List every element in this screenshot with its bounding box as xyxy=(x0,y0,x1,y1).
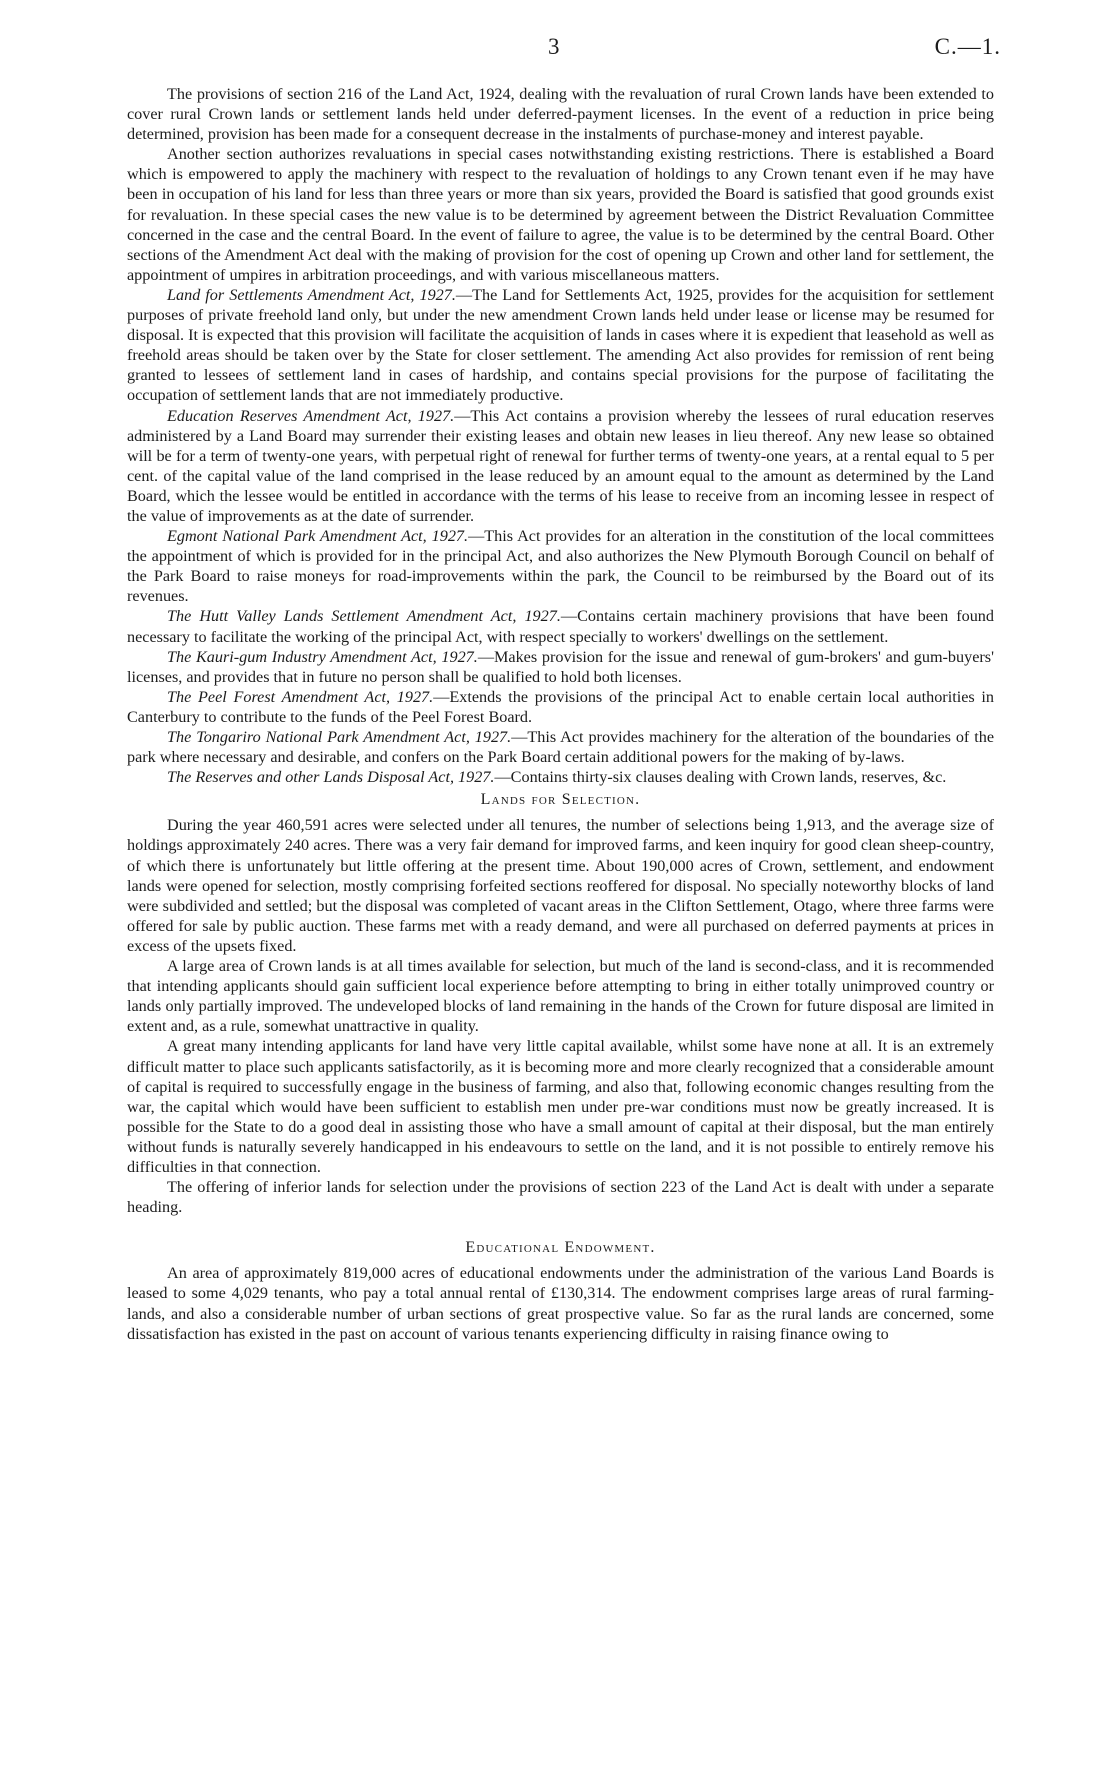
paragraph-text: A great many intending applicants for land have very little capital available, whilst some have none at all. It is an extremely difficult matter to place such applicants satisfactorily, as it is becoming more and more clearly recognized that a considerable amount of capital is required to successfully engage in the business of farming, and also that, following economic changes resulting from the war, the capital which would have been sufficient to establish men under pre-war conditions must now be greatly increased. It is possible for the State to do a good deal in assisting those who have a small amount of capital at their disposal, but the man entirely without funds is naturally severely handicapped in his endeavours to settle on the land, and it is not possible to entirely remove his difficulties in that connection. xyxy=(127,1037,994,1176)
paragraph-text: —This Act provides machinery for the alteration of the boundaries of the park where necessary and desirable, and confers on the Park Board certain additional powers for the making of by-laws. xyxy=(127,728,994,767)
paragraph-text: An area of approximately 819,000 acres of educational endowments under the administration of the various Land Boards is leased to some 4,029 tenants, who pay a total annual rental of £130,314. The endowment comprises large areas of rural farming-lands, and also a considerable number of urban sections of great prospective value. So far as the rural lands are concerned, some dissatisfaction has existed in the past on account of various tenants experiencing difficulty in raising finance owing to xyxy=(127,1264,994,1343)
paragraph-text: The offering of inferior lands for selection under the provisions of section 223 of the Land Act is dealt with under a separate heading. xyxy=(127,1178,994,1217)
paragraph-selection-summary xyxy=(127,815,994,956)
paragraph-inferior-lands xyxy=(127,1177,994,1217)
section-spacer xyxy=(127,1217,994,1235)
paragraph-special-revaluations xyxy=(127,144,994,285)
paragraph-text: The provisions of section 216 of the Land Act, 1924, dealing with the revaluation of rural Crown lands have been extended to cover rural Crown lands or settlement lands held under deferred-payment licenses. In the event of a reduction in price being determined, provision has been made for a consequent decrease in the instalments of purchase-money and interest payable. xyxy=(127,85,994,144)
act-title: The Reserves and other Lands Disposal Act, 1927. xyxy=(167,768,495,787)
paragraph-text: A large area of Crown lands is at all times available for selection, but much of the land is second-class, and it is recommended that intending applicants should gain sufficient local experience before attempting to bring in either totally unimproved country or lands only partially improved. The undeveloped blocks of land remaining in the hands of the Crown for future disposal are limited in extent and, as a rule, somewhat unattractive in quality. xyxy=(127,957,994,1036)
paragraph-peel-forest-act xyxy=(127,687,994,727)
act-title: The Tongariro National Park Amendment Act, 1927. xyxy=(167,728,512,746)
paragraph-text: During the year 460,591 acres were selected under all tenures, the number of selections being 1,913, and the average size of holdings approximately 240 acres. There was a very fair demand for improved farms, and keen inquiry for good clean sheep-country, of which there is unfortunately but little offering at the present time. About 190,000 acres of Crown, settlement, and endowment lands were opened for selection, mostly comprising forfeited sections reoffered for disposal. No specially noteworthy blocks of land were subdivided and settled; but the disposal was completed of vacant areas in the Clifton Settlement, Otago, where three farms were offered for sale by public auction. These farms met with a ready demand, and were all purchased on deferred payments at prices in excess of the upsets fixed. xyxy=(127,816,994,955)
page-header xyxy=(0,34,1114,64)
act-title: The Kauri-gum Industry Amendment Act, 1927. xyxy=(167,647,478,666)
paragraph-text: —Contains certain machinery provisions that have been found necessary to facilitate the working of the principal Act, with respect specially to workers' dwellings on the settlement. xyxy=(127,607,994,646)
paragraph-kauri-gum-act xyxy=(127,647,994,687)
document-code: C.—1. xyxy=(934,34,1001,59)
act-title: The Hutt Valley Lands Settlement Amendment Act, 1927. xyxy=(167,607,561,626)
paragraph-capital-required xyxy=(127,1036,994,1177)
paragraph-text: —Contains thirty-six clauses dealing with Crown lands, reserves, &c. xyxy=(494,768,947,787)
document-body xyxy=(127,84,994,1344)
paragraph-crown-lands-available xyxy=(127,956,994,1036)
paragraph-text: Another section authorizes revaluations in special cases notwithstanding existing restrictions. There is established a Board which is empowered to apply the machinery with respect to the revaluation of holdings to any Crown tenant even if he may have been in occupation of his land for less than three years or more than six years, provided the Board is satisfied that good grounds exist for revaluation. In these special cases the new value is to be determined by agreement between the District Revaluation Committee concerned in the case and the central Board. In the event of failure to agree, the value is to be determined by the central Board. Other sections of the Amendment Act deal with the making of provision for the cost of opening up Crown and other land for settlement, the appointment of umpires in arbitration proceedings, and with various miscellaneous matters. xyxy=(127,145,994,284)
paragraph-reserves-disposal-act xyxy=(127,767,994,787)
paragraph-text: —This Act contains a provision whereby the lessees of rural education reserves administered by a Land Board may surrender their existing leases and obtain new leases in lieu thereof. Any new lease so obtained will be for a term of twenty-one years, with perpetual right of renewal for further terms of twenty-one years, at a rental equal to 5 per cent. of the capital value of the land comprised in the lease reduced by an amount equal to the amount as determined by the Land Board, which the lessee would be entitled in accordance with the terms of his lease to receive from an incoming lessee in respect of the value of improvements as at the date of surrender. xyxy=(127,406,994,525)
section-heading-educational-endowment: Educational Endowment. xyxy=(465,1239,656,1257)
paragraph-tongariro-park-act xyxy=(127,727,994,767)
paragraph-hutt-valley-act xyxy=(127,606,994,646)
paragraph-text: —Extends the provisions of the principal Act to enable certain local authorities in Canterbury to contribute to the funds of the Peel Forest Board. xyxy=(127,687,994,726)
section-heading-lands-for-selection: Lands for Selection. xyxy=(480,791,641,809)
paragraph-endowment-summary xyxy=(127,1263,994,1343)
paragraph-land-for-settlements-act xyxy=(127,285,994,406)
paragraph-egmont-park-act xyxy=(127,526,994,606)
act-title: The Peel Forest Amendment Act, 1927. xyxy=(167,687,434,706)
paragraph-text: —Makes provision for the issue and renewal of gum-brokers' and gum-buyers' licenses, and provides that in future no person shall be qualified to hold both licenses. xyxy=(127,647,995,686)
paragraph-education-reserves-act xyxy=(127,406,994,527)
paragraph-revaluation-provisions xyxy=(127,84,994,144)
act-title: Egmont National Park Amendment Act, 1927. xyxy=(167,527,469,546)
paragraph-text: —This Act provides for an alteration in the constitution of the local committees the appointment of which is provided for in the principal Act, and also authorizes the New Plymouth Borough Council on behalf of the Park Board to raise moneys for road-improvements within the park, the Council to be reimbursed by the Board out of its revenues. xyxy=(127,527,994,606)
page-number: 3 xyxy=(548,34,560,59)
paragraph-text: —The Land for Settlements Act, 1925, provides for the acquisition for settlement purposes of private freehold land only, but under the new amendment Crown lands held under lease or license may be resumed for disposal. It is expected that this provision will facilitate the acquisition of lands in cases where it is expedient that leasehold as well as freehold areas should be taken over by the State for closer settlement. The amending Act also provides for remission of rent being granted to lessees of settlement land in cases of hardship, and contains special provisions for the purpose of facilitating the occupation of settlement lands that are not immediately productive. xyxy=(127,285,994,405)
act-title: Education Reserves Amendment Act, 1927. xyxy=(167,406,455,425)
act-title: Land for Settlements Amendment Act, 1927. xyxy=(167,285,456,304)
